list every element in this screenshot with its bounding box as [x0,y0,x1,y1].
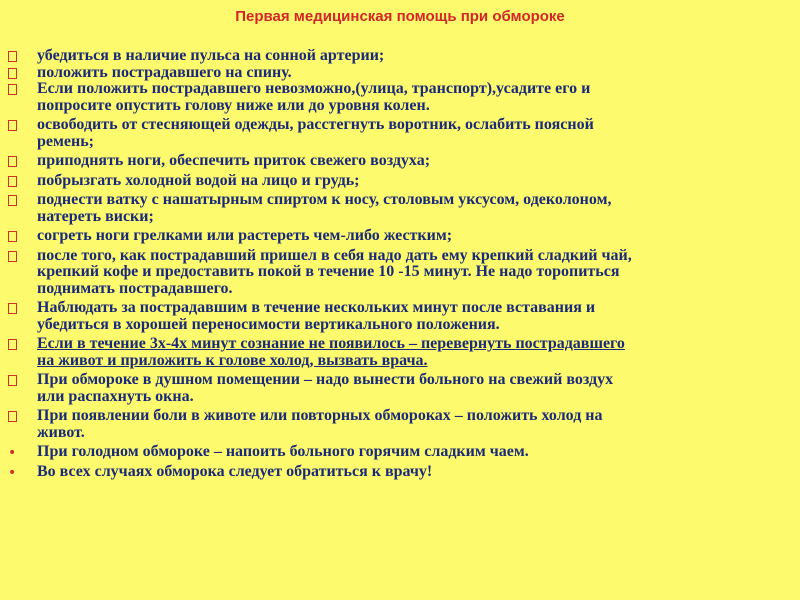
list-item: Если в течение 3х-4х минут сознание не появилось – перевернуть пострадавшего на живот и приложить к голове холод, вызвать врача. [0,336,790,369]
list-item: Наблюдать за пострадавшим в течение нескольких минут после вставания и убедиться в хорошей переносимости вертикального положения. [0,300,790,333]
first-aid-list [0,48,790,480]
list-item: Если положить пострадавшего невозможно,(улица, транспорт),усадите его и попросите опустить голову ниже или до уровня колен. [0,81,790,114]
list-item: после того, как пострадавший пришел в себя надо дать ему крепкий сладкий чай, крепкий кофе и предоставить покой в течение 10 -15 минут. Не надо торопиться поднимать пострадавшего. [0,248,790,298]
square-bullet-icon [8,301,18,320]
square-bullet-icon [8,118,18,137]
list-item: согреть ноги грелками или растереть чем-либо жестким; [0,228,790,245]
list-item: При появлении боли в животе или повторных обмороках – положить холод на живот. [0,408,790,441]
square-bullet-icon [8,337,18,356]
square-bullet-icon [8,373,18,392]
list-item: При обмороке в душном помещении – надо вынести больного на свежий воздух или распахнуть окна. [0,372,790,405]
list-item: • При голодном обмороке – напоить больного горячим сладким чаем. [0,444,790,461]
list-item: положить пострадавшего на спину. [0,65,790,82]
square-bullet-icon [8,229,18,248]
list-item: поднести ватку с нашатырным спиртом к носу, столовым уксусом, одеколоном, натереть виски; [0,192,790,225]
list-item: • Во всех случаях обморока следует обратиться к врачу! [0,464,790,481]
square-bullet-icon [8,409,18,428]
dot-bullet-icon [8,465,18,483]
square-bullet-icon [8,82,18,101]
square-bullet-icon [8,174,18,193]
list-item: побрызгать холодной водой на лицо и грудь; [0,173,790,190]
dot-bullet-icon [8,445,18,463]
list-item: приподнять ноги, обеспечить приток свежего воздуха; [0,153,790,170]
list-item: убедиться в наличие пульса на сонной артерии; [0,48,790,65]
square-bullet-icon [8,249,18,268]
list-item: освободить от стесняющей одежды, расстегнуть воротник, ослабить поясной ремень; [0,117,790,150]
square-bullet-icon [8,193,18,212]
square-bullet-icon [8,154,18,173]
slide-title: Первая медицинская помощь при обмороке [235,8,565,25]
